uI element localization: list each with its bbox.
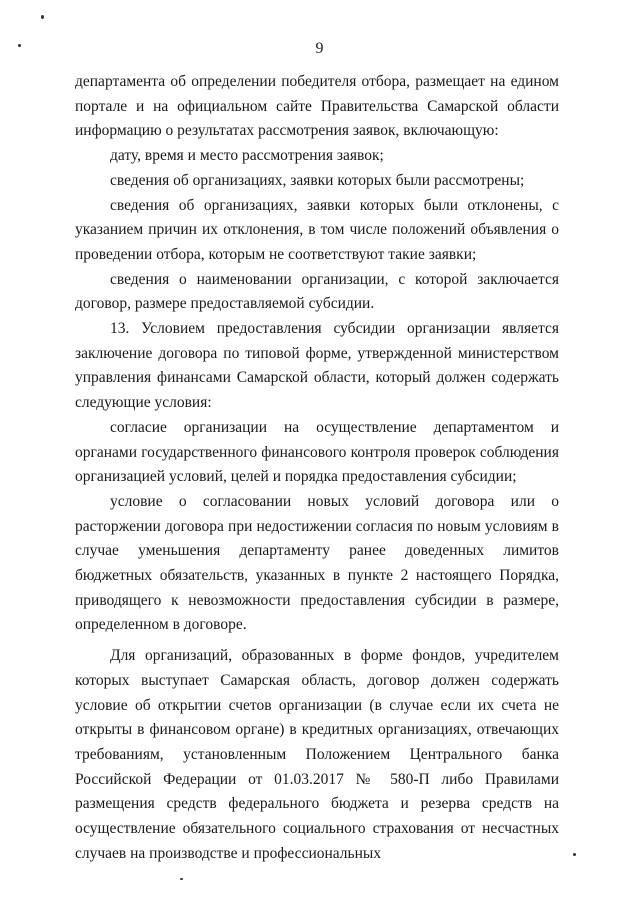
scan-speck [180,878,183,880]
paragraph: дату, время и место рассмотрения заявок; [110,147,384,165]
scan-speck [41,15,44,19]
paragraph: 13. Условием предоставления субсидии организации является заключение договора по типовой форме, утвержденной министерством управления финансами Самарской области, который должен содержать следующие условия: [75,320,559,412]
paragraph: департамента об определении победителя отбора, размещает на едином портале и на официальном сайте Правительства Самарской области информацию о результатах рассмотрения заявок, включающую: [75,73,559,140]
paragraph: Для организаций, образованных в форме фондов, учредителем которых выступает Самарская область, договор должен содержать условие об открытии счетов организации (в случае если их счета не открыты в финансовом органе) в кредитных организациях, отвечающих требованиям, установленным Положением Центрального банка Российской Федерации от 01.03.2017 № 580-П либо Правилами размещения средств федерального бюджета и резерва средств на осуществление обязательного социального страхования от несчастных случаев на производстве и профессиональных [75,647,559,862]
paragraph: сведения об организациях, заявки которых были отклонены, с указанием причин их отклонения, в том числе положений объявления о проведении отбора, которым не соответствуют такие заявки; [75,196,559,263]
paragraph: условие о согласовании новых условий договора или о расторжении договора при недостижении согласия по новым условиям в случае уменьшения департаменту ранее доведенных лимитов бюджетных обязательств, указанных в пункте 2 настоящего Порядка, приводящего к невозможности предоставления субсидии в размере, определенном в договоре. [75,492,559,634]
paragraph: сведения о наименовании организации, с которой заключается договор, размере предоставляемой субсидии. [75,270,559,313]
document-body [75,70,559,867]
paragraph: согласие организации на осуществление департаментом и органами государственного финансового контроля проверок соблюдения организацией условий, целей и порядка предоставления субсидии; [75,418,559,486]
paragraph: сведения об организациях, заявки которых были рассмотрены; [110,171,525,189]
page-number: 9 [315,40,324,57]
scan-speck [573,853,576,856]
